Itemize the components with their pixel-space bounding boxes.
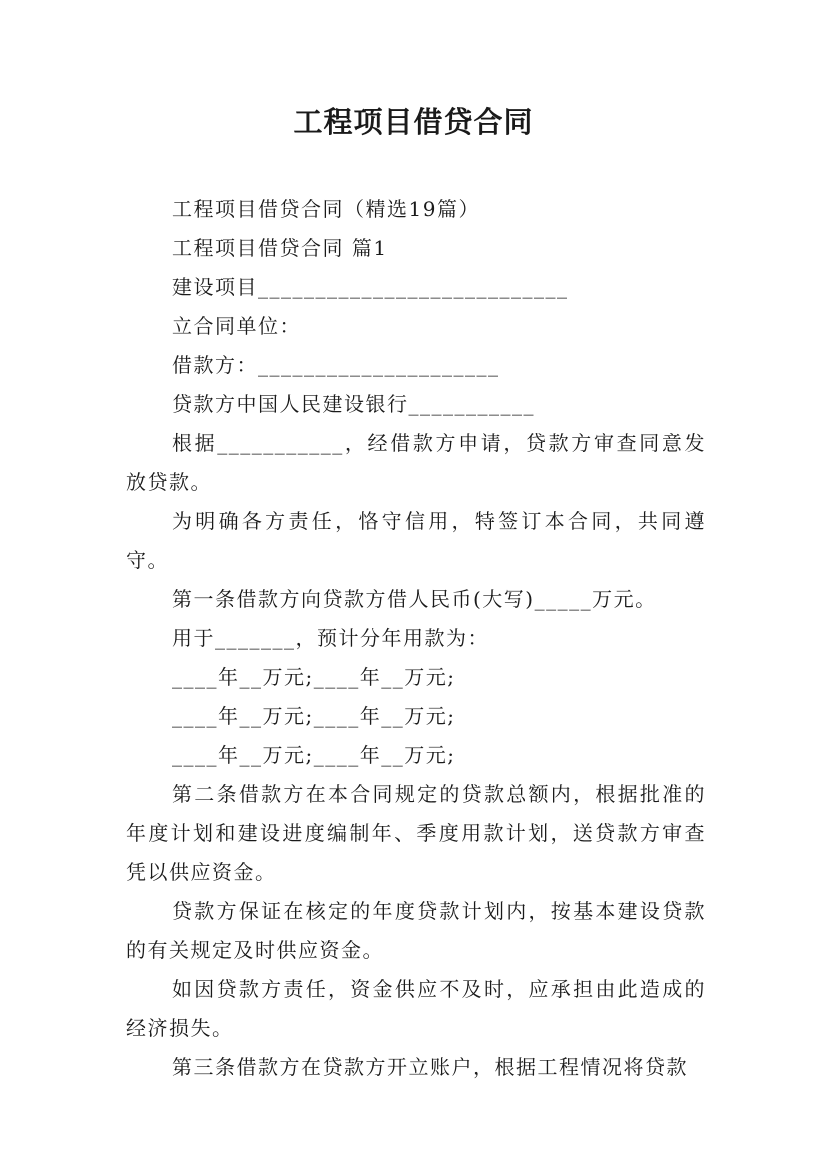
paragraph-contracting-parties: 立合同单位： bbox=[172, 314, 301, 338]
document-title: 工程项目借贷合同 bbox=[293, 105, 534, 139]
paragraph-article-1: 第一条借款方向贷款方借人民币(大写)_____万元。 bbox=[172, 587, 657, 611]
paragraph-section-heading: 工程项目借贷合同 篇1 bbox=[172, 236, 388, 260]
paragraph-annual-plan-3: ____年__万元;____年__万元; bbox=[172, 743, 456, 767]
paragraph-construction-project: 建设项目___________________________ bbox=[172, 275, 569, 299]
paragraph-annual-plan-1: ____年__万元;____年__万元; bbox=[172, 665, 456, 689]
document-body bbox=[126, 190, 706, 1087]
paragraph-lender-guarantee: 贷款方保证在核定的年度贷款计划内，按基本建设贷款的有关规定及时供应资金。 bbox=[126, 899, 706, 962]
paragraph-lender: 贷款方中国人民建设银行___________ bbox=[172, 392, 535, 416]
paragraph-article-3: 第三条借款方在贷款方开立账户，根据工程情况将贷款 bbox=[172, 1055, 688, 1079]
paragraph-article-2: 第二条借款方在本合同规定的贷款总额内，根据批准的年度计划和建设进度编制年、季度用款计划，送贷款方审查凭以供应资金。 bbox=[126, 782, 706, 884]
paragraph-subtitle: 工程项目借贷合同（精选19篇） bbox=[172, 197, 480, 221]
paragraph-usage: 用于_______，预计分年用款为： bbox=[172, 626, 489, 650]
paragraph-lender-liability: 如因贷款方责任，资金供应不及时，应承担由此造成的经济损失。 bbox=[126, 977, 706, 1040]
paragraph-borrower: 借款方：_____________________ bbox=[172, 353, 500, 377]
paragraph-basis: 根据___________，经借款方申请，贷款方审查同意发放贷款。 bbox=[126, 431, 706, 494]
paragraph-purpose: 为明确各方责任，恪守信用，特签订本合同，共同遵守。 bbox=[126, 509, 706, 572]
paragraph-annual-plan-2: ____年__万元;____年__万元; bbox=[172, 704, 456, 728]
